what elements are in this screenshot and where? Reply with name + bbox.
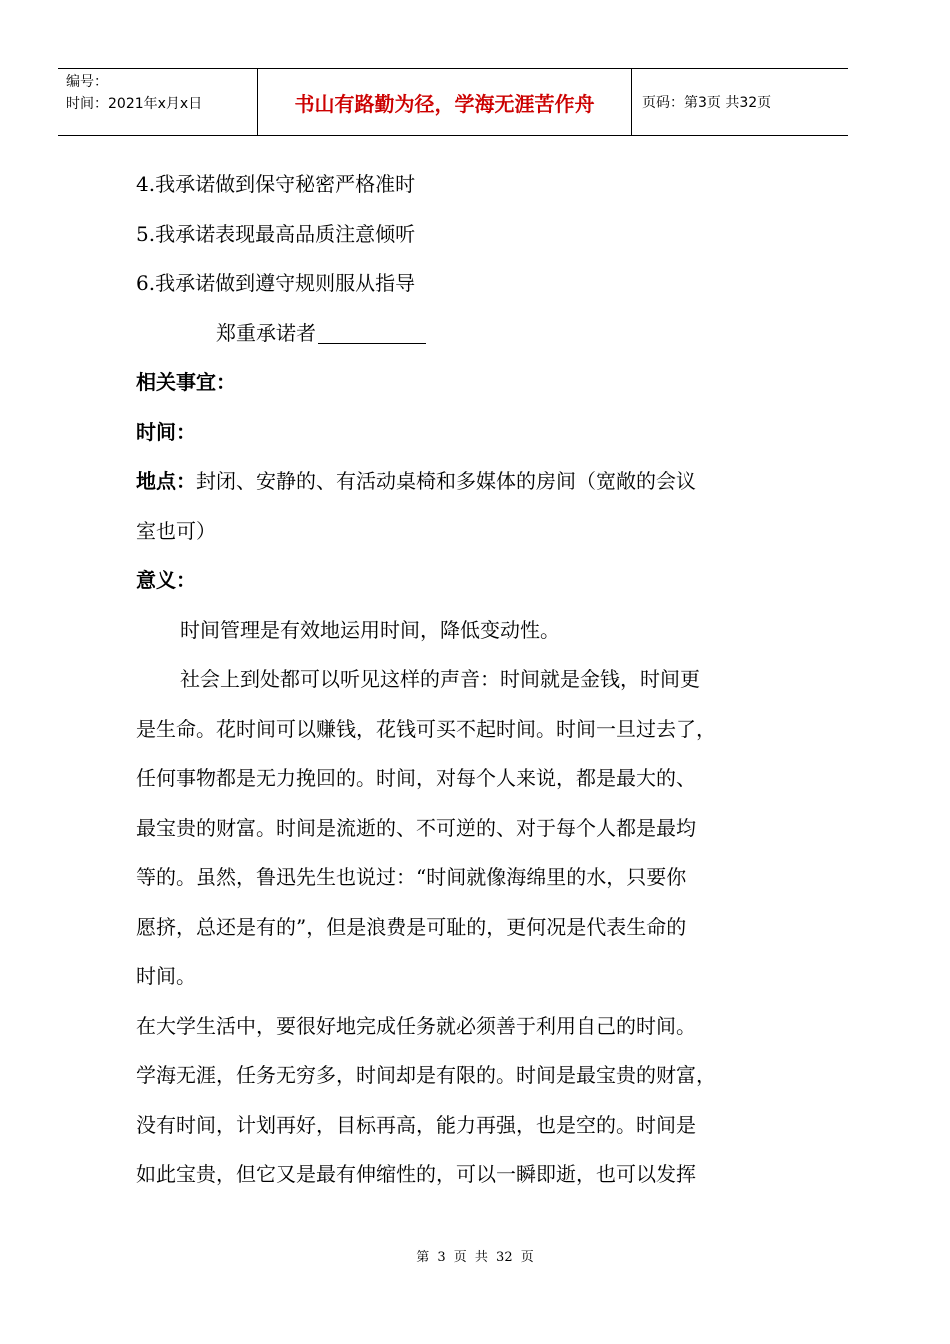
pledge-item: 5.我承诺表现最高品质注意倾听 — [136, 221, 416, 246]
paragraph-2-line: 时间。 — [136, 964, 196, 988]
paragraph-2-line: 任何事物都是无力挽回的。时间，对每个人来说，都是最大的、 — [136, 766, 696, 790]
meaning-heading: 意义： — [136, 568, 196, 592]
paragraph-2-line: 社会上到处都可以听见这样的声音：时间就是金钱，时间更 — [180, 667, 700, 691]
header-motto: 书山有路勤为径，学海无涯苦作舟 — [258, 69, 632, 135]
document-body — [136, 160, 786, 1200]
pledge-item: 6.我承诺做到遵守规则服从指导 — [136, 271, 416, 295]
signer-label: 郑重承诺者 — [216, 320, 316, 345]
place-text: 封闭、安静的、有活动桌椅和多媒体的房间（宽敞的会议 — [196, 469, 696, 493]
paragraph-3-line: 学海无涯，任务无穷多，时间却是有限的。时间是最宝贵的财富， — [136, 1063, 716, 1087]
document-header — [58, 68, 848, 136]
pledge-item: 4.我承诺做到保守秘密严格准时 — [136, 172, 416, 196]
paragraph-3-line: 在大学生活中，要很好地完成任务就必须善于利用自己的时间。 — [136, 1013, 696, 1038]
header-page-label: 页码：第3页 共32页 — [642, 95, 772, 111]
signature-blank — [318, 321, 426, 344]
header-meta-cell — [58, 69, 258, 135]
related-heading: 相关事宜： — [136, 370, 236, 394]
signer-line — [136, 309, 786, 359]
page-footer: 第 3 页 共 32 页 — [416, 1250, 534, 1265]
place-text-cont: 室也可） — [136, 518, 216, 543]
header-date-label: 时间：2021年x月x日 — [66, 96, 203, 112]
place-label: 地点： — [136, 469, 196, 493]
paragraph-1: 时间管理是有效地运用时间，降低变动性。 — [180, 617, 560, 642]
time-label: 时间： — [136, 419, 196, 444]
paragraph-2-line: 是生命。花时间可以赚钱，花钱可买不起时间。时间一旦过去了， — [136, 716, 716, 741]
header-number-label: 编号： — [66, 74, 108, 90]
paragraph-3-line: 如此宝贵，但它又是最有伸缩性的，可以一瞬即逝，也可以发挥 — [136, 1162, 696, 1186]
paragraph-2-line: 最宝贵的财富。时间是流逝的、不可逆的、对于每个人都是最均 — [136, 815, 696, 840]
place-line — [136, 457, 786, 507]
paragraph-3-line: 没有时间，计划再好，目标再高，能力再强，也是空的。时间是 — [136, 1112, 696, 1137]
paragraph-2-line: 等的。虽然，鲁迅先生也说过：“时间就像海绵里的水，只要你 — [136, 865, 687, 889]
paragraph-2-line: 愿挤，总还是有的”，但是浪费是可耻的，更何况是代表生命的 — [136, 914, 687, 939]
